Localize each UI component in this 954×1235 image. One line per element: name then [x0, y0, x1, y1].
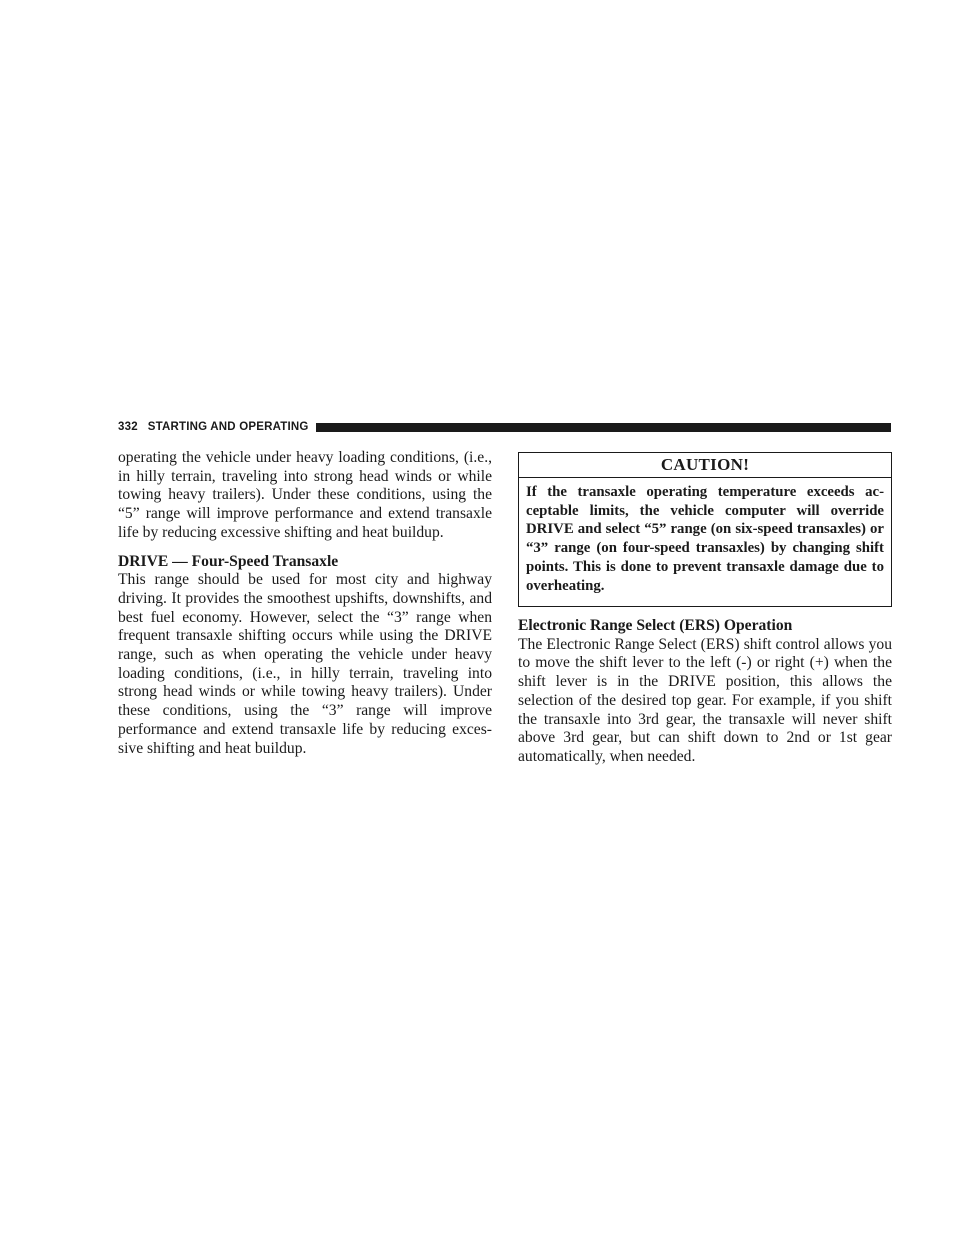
page-header [118, 419, 891, 435]
caution-text: If the transaxle operating temperature exceeds acceptable limits, the vehicle computer will override DRIVE and select “5” range (on six-speed transaxles) or “3” range (on four-speed transaxles) by changing shift points. This is done to prevent transaxle damage due to overheating. [526, 484, 884, 594]
spacer [118, 543, 492, 553]
right-column [518, 449, 892, 767]
spacer [518, 607, 892, 617]
drive-heading: DRIVE — Four-Speed Transaxle [118, 552, 339, 570]
intro-paragraph: operating the vehicle under heavy loading conditions, (i.e., in hilly terrain, traveling into strong head winds or while towing heavy trailers). Under these conditions, using the “5” range will improve performance and extend transaxle life by reducing excessive shifting and heat buildup. [118, 449, 492, 541]
left-column [118, 449, 492, 758]
section-title: STARTING AND OPERATING [147, 421, 309, 433]
ers-paragraph: The Electronic Range Select (ERS) shift control allows you to move the shift lever to the left (-) or right (+) when the shift lever is in the DRIVE position, this allows the selection of the desired top gear. For example, if you shift the transaxle into 3rd gear, the transaxle will never shift above 3rd gear, but can shift down to 2nd or 1st gear automatically, when needed. [518, 635, 892, 765]
caution-title: CAUTION! [519, 453, 891, 478]
caution-box [518, 452, 892, 607]
ers-heading: Electronic Range Select (ERS) Operation [518, 617, 793, 634]
page-number: 332 [118, 421, 138, 433]
header-rule [316, 423, 891, 432]
drive-paragraph: This range should be used for most city and highway driving. It provides the smoothest upshifts, downshifts, and best fuel economy. However, select the “3” range when frequent transaxle shifting occurs while using the DRIVE range, such as when operating the vehicle under heavy loading conditions, (i.e., in hilly terrain, traveling into strong head winds or while towing heavy trailers). Under these conditions, using the “3” range will improve performance and extend transaxle life by reducing excessive shifting and heat buildup. [118, 571, 492, 757]
